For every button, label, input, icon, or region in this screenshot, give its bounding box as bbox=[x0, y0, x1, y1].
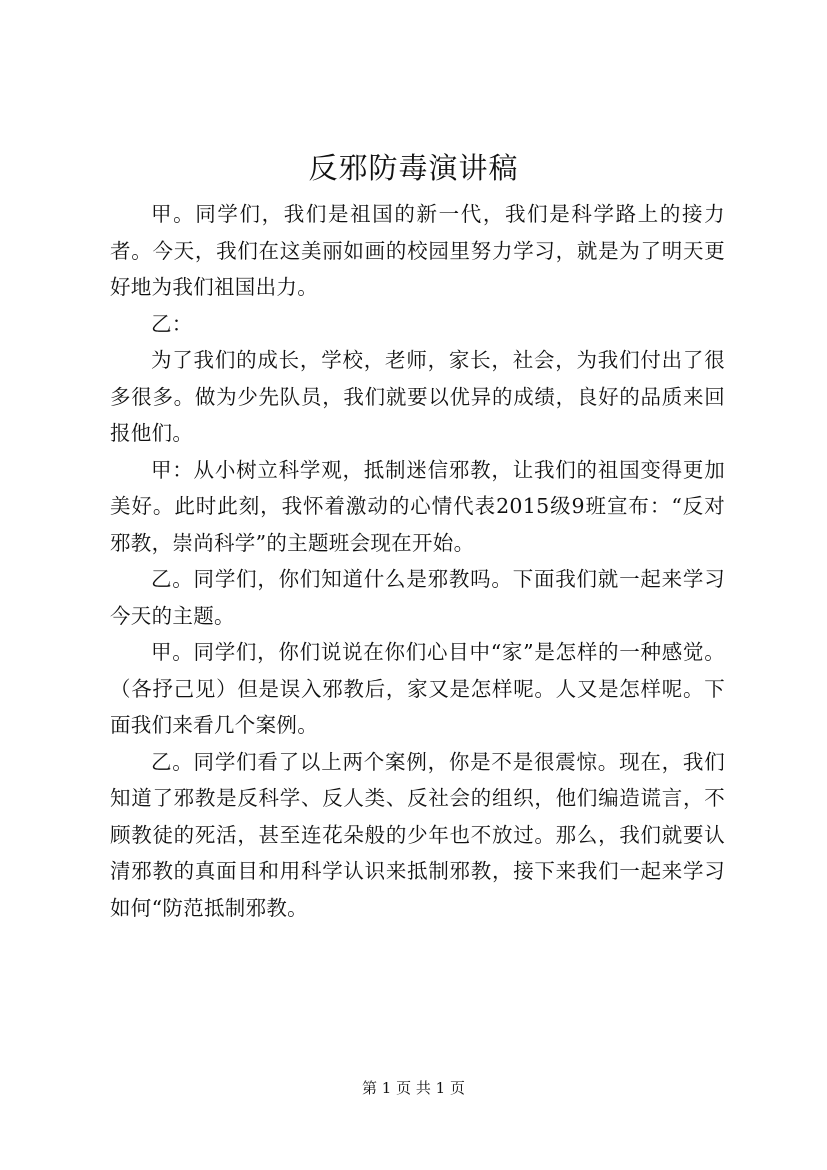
document-body bbox=[110, 196, 725, 926]
paragraph: 乙。同学们，你们知道什么是邪教吗。下面我们就一起来学习今天的主题。 bbox=[110, 567, 725, 628]
page-footer: 第 1 页 共 1 页 bbox=[362, 1079, 465, 1097]
document-title: 反邪防毒演讲稿 bbox=[308, 151, 519, 185]
paragraph: 甲：从小树立科学观，抵制迷信邪教，让我们的祖国变得更加美好。此时此刻，我怀着激动的心情代表2015级9班宣布：“反对邪教，崇尚科学”的主题班会现在开始。 bbox=[110, 457, 725, 555]
paragraph: 甲。同学们，我们是祖国的新一代，我们是科学路上的接力者。今天，我们在这美丽如画的校园里努力学习，就是为了明天更好地为我们祖国出力。 bbox=[110, 202, 725, 299]
paragraph: 甲。同学们，你们说说在你们心目中“家”是怎样的一种感觉。（各抒己见）但是误入邪教后，家又是怎样呢。人又是怎样呢。下面我们来看几个案例。 bbox=[110, 640, 725, 737]
paragraph: 乙： bbox=[151, 311, 193, 336]
paragraph: 为了我们的成长，学校，老师，家长，社会，为我们付出了很多很多。做为少先队员，我们就要以优异的成绩，良好的品质来回报他们。 bbox=[110, 348, 725, 445]
paragraph: 乙。同学们看了以上两个案例，你是不是很震惊。现在，我们知道了邪教是反科学、反人类、反社会的组织，他们编造谎言，不顾教徒的死活，甚至连花朵般的少年也不放过。那么，我们就要认清邪教的真面目和用科学认识来抵制邪教，接下来我们一起来学习如何“防范抵制邪教。 bbox=[110, 749, 725, 920]
